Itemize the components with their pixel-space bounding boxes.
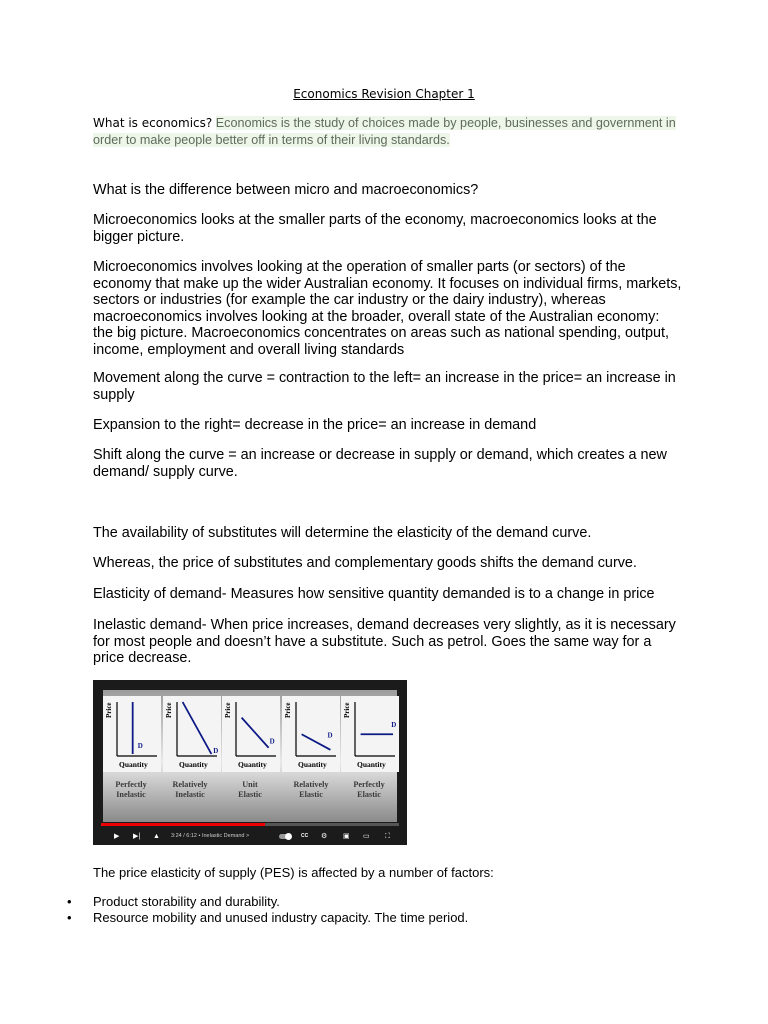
price-axis-label: Price xyxy=(224,702,232,718)
intro-answer-highlight: Economics is the study of choices made by people, businesses and government in order to make people better off in terms of their living standards. xyxy=(93,116,676,147)
list-item-text: Product storability and durability. xyxy=(93,894,280,909)
quantity-axis-label: Quantity xyxy=(357,760,386,769)
pes-intro: The price elasticity of supply (PES) is affected by a number of factors: xyxy=(93,865,494,880)
miniplayer-icon[interactable]: ▣ xyxy=(343,833,350,840)
theater-icon[interactable]: ▭ xyxy=(363,833,370,840)
paragraph-substitutes-availability: The availability of substitutes will determine the elasticity of the demand curve. xyxy=(93,525,592,541)
paragraph-elasticity-definition: Elasticity of demand- Measures how sensitive quantity demanded is to a change in price xyxy=(93,586,655,602)
elasticity-caption: Perfectly Elastic xyxy=(353,780,385,799)
price-axis-label: Price xyxy=(343,702,351,718)
paragraph-expansion: Expansion to the right= decrease in the price= an increase in demand xyxy=(93,417,537,433)
price-axis-label: Price xyxy=(165,702,173,718)
paragraph-micro-macro-detail: Microeconomics involves looking at the operation of smaller parts (or sectors) of the economy that make up the wider Australian economy. It focuses on individual firms, markets, sectors or industries (for example the car industry or the dairy industry), whereas macroeconomics involves looking at the broader, overall state of the Australian economy: the big picture. Macroeconomics concentrates on areas such as national spending, output, income, employment and overall living standards xyxy=(93,259,682,358)
captions-icon[interactable]: CC xyxy=(301,833,309,839)
demand-curve-label: D xyxy=(269,737,275,746)
price-axis-label: Price xyxy=(105,702,113,718)
quantity-axis-label: Quantity xyxy=(298,760,327,769)
elasticity-caption: Relatively Elastic xyxy=(293,780,329,799)
page-title: Economics Revision Chapter 1 xyxy=(293,87,475,101)
autoplay-toggle-icon[interactable] xyxy=(279,828,291,845)
paragraph-movement-along-curve: Movement along the curve = contraction to the left= an increase in the price= an increase in supply xyxy=(93,370,676,403)
elasticity-curves xyxy=(93,680,407,845)
video-progress-fill xyxy=(101,823,265,826)
play-icon[interactable]: ▶ xyxy=(114,833,120,840)
bullet-icon: • xyxy=(67,910,72,925)
paragraph-substitutes-price: Whereas, the price of substitutes and complementary goods shifts the demand curve. xyxy=(93,555,637,571)
video-controls xyxy=(93,828,407,845)
demand-curve-label: D xyxy=(137,741,143,750)
bullet-icon: • xyxy=(67,894,72,909)
pes-factor-list xyxy=(0,894,768,926)
elasticity-caption: Perfectly Inelastic xyxy=(115,780,147,799)
list-item xyxy=(0,894,768,910)
paragraph-inelastic-demand: Inelastic demand- When price increases, demand decreases very slightly, as it is necessary for most people and doesn’t have a substitute. Such as petrol. Goes the same way for a price decrease. xyxy=(93,617,676,667)
volume-icon[interactable]: ▲ xyxy=(153,833,160,840)
fullscreen-icon[interactable]: ⛶ xyxy=(385,833,390,840)
quantity-axis-label: Quantity xyxy=(119,760,148,769)
video-timecode: 3:24 / 6:12 • Inelastic Demand > xyxy=(171,833,250,839)
video-progress-bar[interactable] xyxy=(101,823,399,826)
list-item xyxy=(0,910,768,926)
elasticity-video-screenshot xyxy=(93,680,407,845)
next-icon[interactable]: ▶| xyxy=(133,833,141,840)
intro-question: What is economics? xyxy=(93,116,213,130)
quantity-axis-label: Quantity xyxy=(238,760,267,769)
paragraph-micro-macro-question: What is the difference between micro and macroeconomics? xyxy=(93,182,479,198)
demand-curve-label: D xyxy=(213,746,219,755)
quantity-axis-label: Quantity xyxy=(179,760,208,769)
intro-definition xyxy=(93,115,693,148)
list-item-text: Resource mobility and unused industry capacity. The time period. xyxy=(93,910,469,925)
settings-icon[interactable]: ⚙ xyxy=(321,833,328,840)
demand-curve-label: D xyxy=(391,720,397,729)
paragraph-micro-macro-summary: Microeconomics looks at the smaller parts of the economy, macroeconomics looks at the bigger picture. xyxy=(93,212,657,245)
demand-curve-label: D xyxy=(327,731,333,740)
elasticity-caption: Unit Elastic xyxy=(238,780,262,799)
price-axis-label: Price xyxy=(284,702,292,718)
elasticity-caption: Relatively Inelastic xyxy=(172,780,208,799)
paragraph-shift: Shift along the curve = an increase or decrease in supply or demand, which creates a new demand/ supply curve. xyxy=(93,447,667,480)
